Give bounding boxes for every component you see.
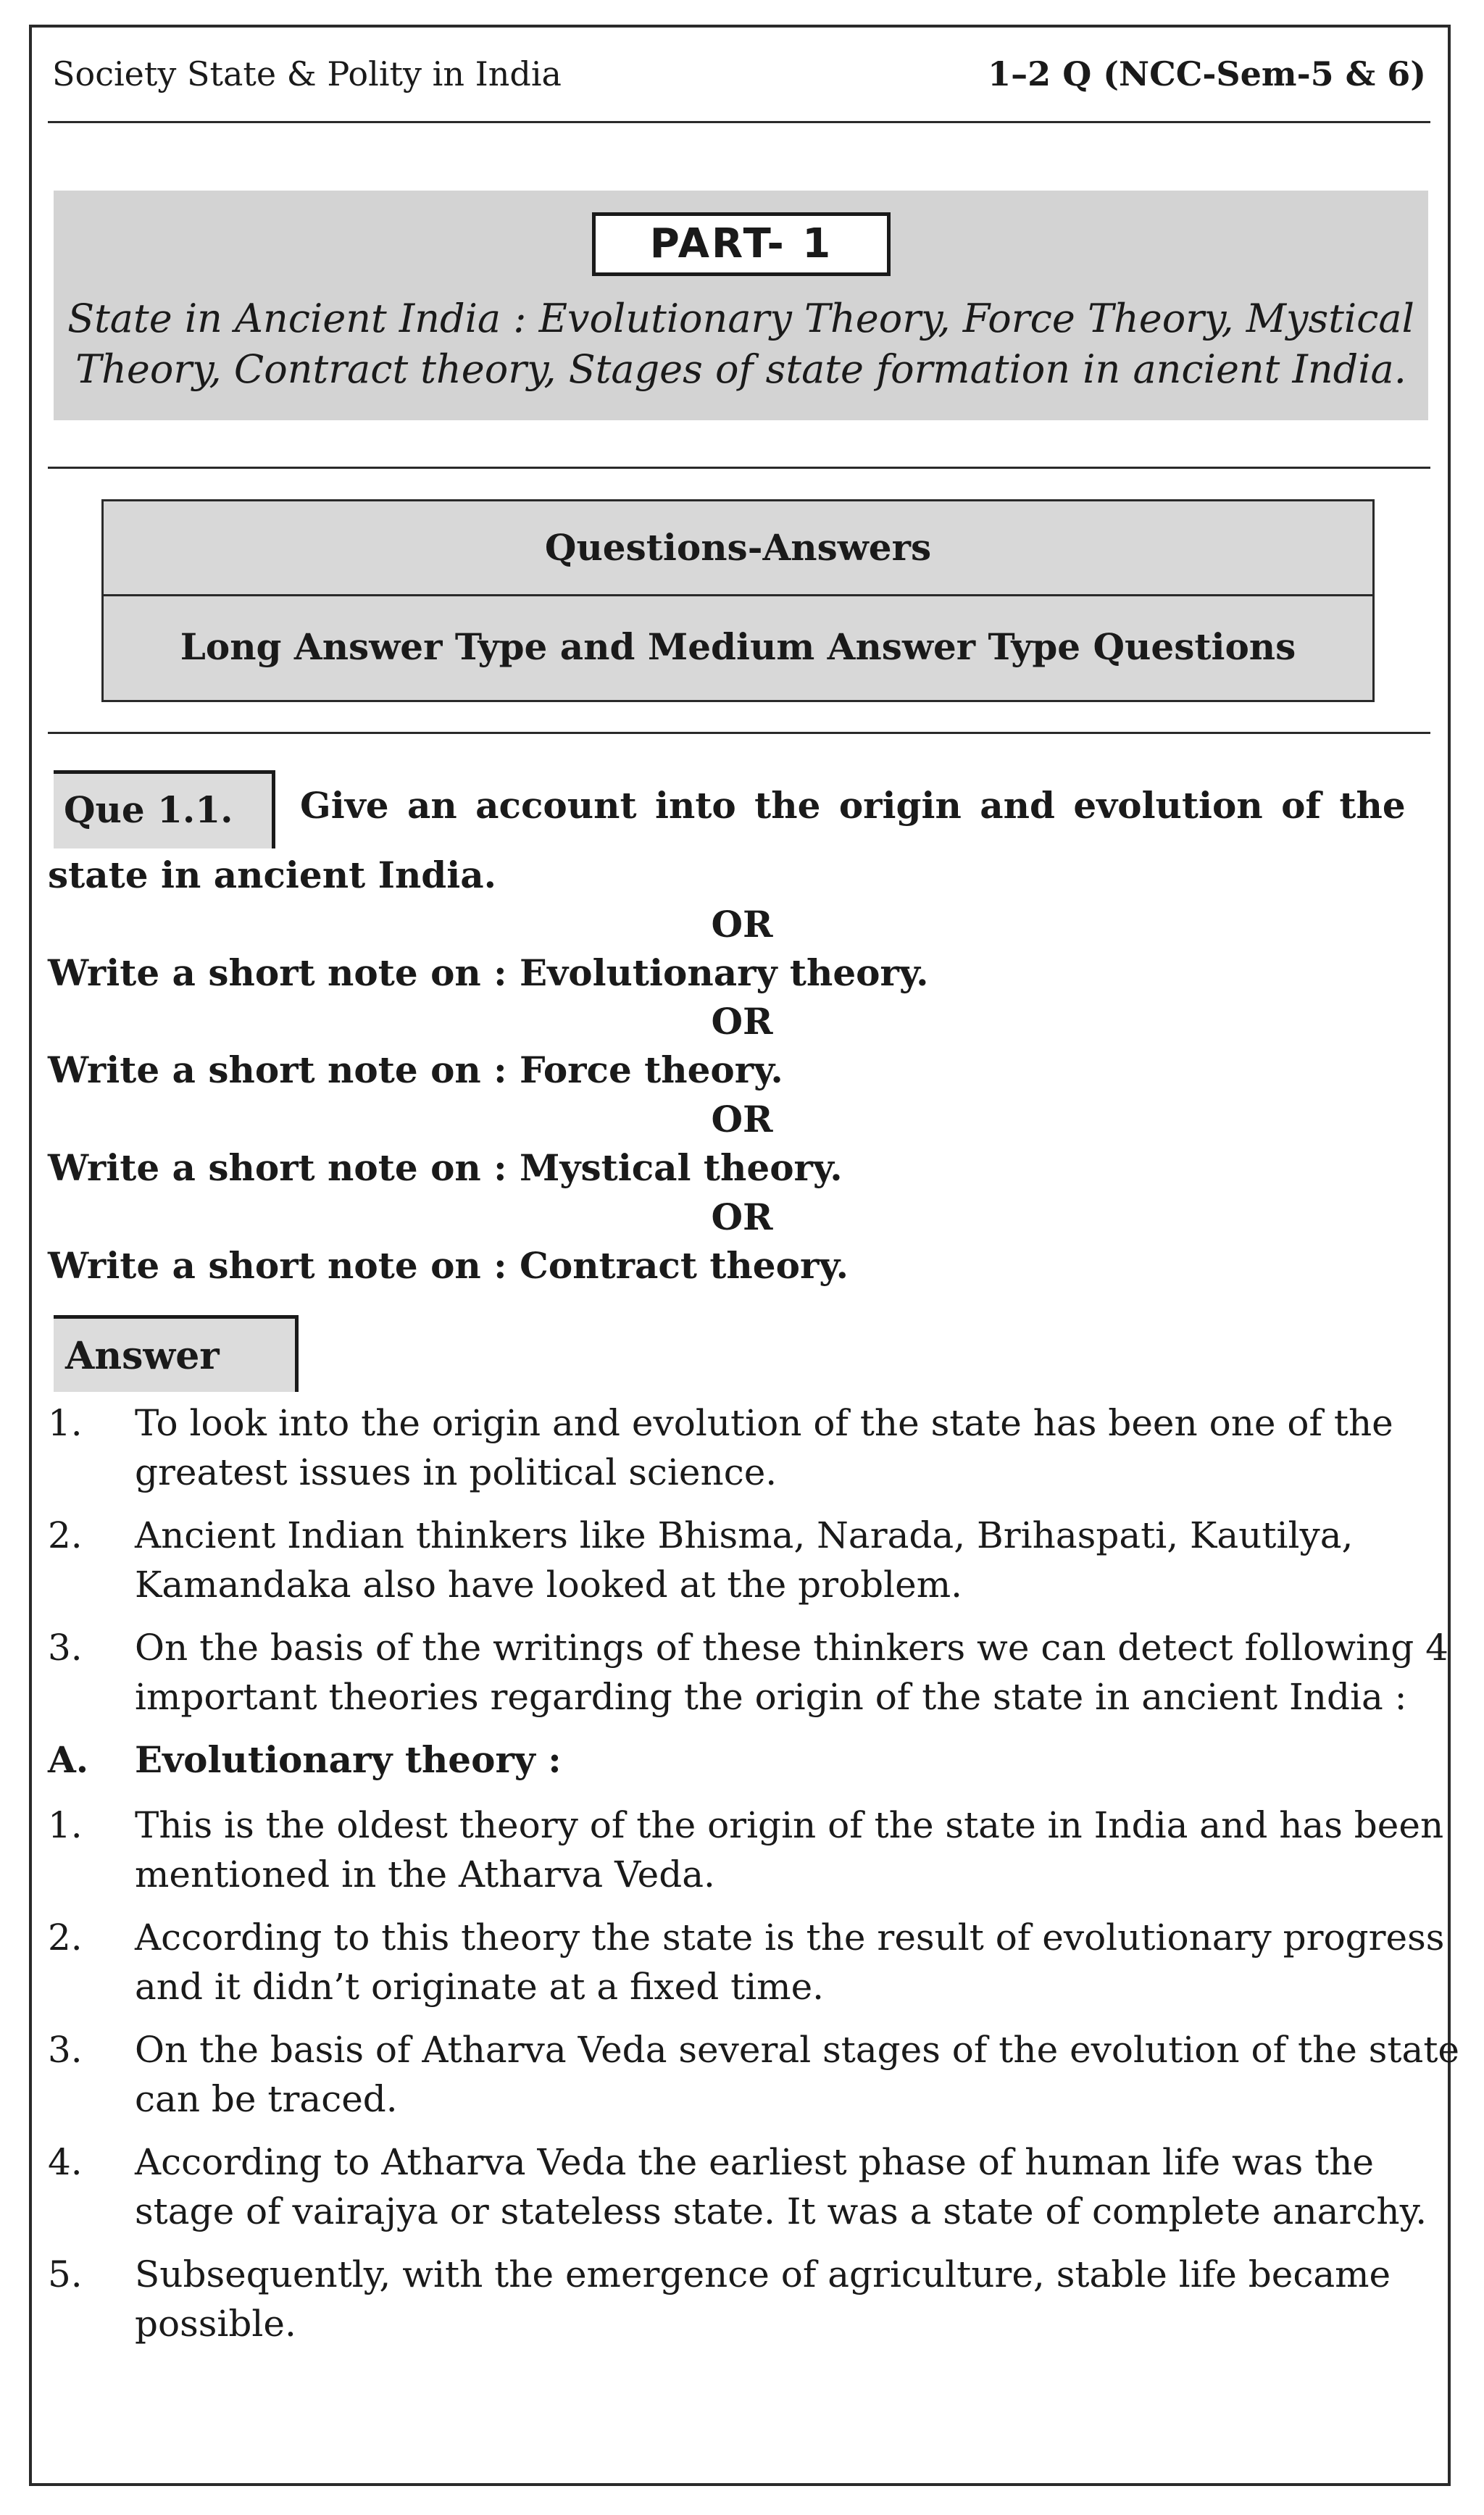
- text-line: Kamandaka also have looked at the problem.: [135, 1564, 963, 1606]
- question-line-1: Give an account into the origin and evolution of the: [300, 784, 1406, 827]
- alternate-question-1: Write a short note on : Evolutionary theory.: [48, 951, 929, 994]
- divider: [48, 467, 1430, 469]
- answer-tag: Answer: [54, 1315, 299, 1392]
- list-item-number: 1.: [48, 1402, 83, 1444]
- text-line: can be traced.: [135, 2078, 398, 2120]
- text-line: To look into the origin and evolution of the state has been one of the: [135, 1402, 1393, 1444]
- text-line: stage of vairajya or stateless state. It was a state of complete anarchy.: [135, 2190, 1427, 2232]
- alternate-question-4: Write a short note on : Contract theory.: [48, 1244, 849, 1287]
- list-item-text: [135, 2137, 1477, 2236]
- qa-table-heading: Questions-Answers: [104, 501, 1372, 596]
- text-line: important theories regarding the origin of the state in ancient India :: [135, 1676, 1407, 1718]
- part-subtitle-line-2: Theory, Contract theory, Stages of state formation in ancient India.: [75, 346, 1406, 392]
- part-banner: [54, 191, 1428, 420]
- header-page-number: 1–2 Q (NCC-Sem-5 & 6): [988, 54, 1426, 93]
- text-line: This is the oldest theory of the origin of the state in India and has been: [135, 1804, 1444, 1846]
- part-subtitle-line-1: State in Ancient India : Evolutionary Theory, Force Theory, Mystical: [67, 296, 1414, 341]
- text-line: Subsequently, with the emergence of agriculture, stable life became: [135, 2253, 1391, 2295]
- list-item-text: [135, 1801, 1477, 1899]
- text-line: Ancient Indian thinkers like Bhisma, Narada, Brihaspati, Kautilya,: [135, 1514, 1354, 1556]
- qa-table-subheading: Long Answer Type and Medium Answer Type Questions: [180, 625, 1296, 668]
- text-line: mentioned in the Atharva Veda.: [135, 1853, 715, 1895]
- list-item-number: 3.: [48, 1627, 83, 1669]
- alternate-question-3: Write a short note on : Mystical theory.: [48, 1146, 843, 1189]
- running-header: [48, 51, 1430, 123]
- part-label: PART- 1: [592, 212, 891, 276]
- list-item-number: 2.: [48, 1917, 83, 1959]
- list-item-number: 1.: [48, 1804, 83, 1846]
- list-item-text: [135, 1735, 1477, 1785]
- or-separator: OR: [711, 1098, 773, 1140]
- list-item-number: 2.: [48, 1514, 83, 1556]
- questions-answers-table: [101, 499, 1375, 702]
- question-line-2: state in ancient India.: [48, 854, 497, 896]
- text-line: and it didn’t originate at a fixed time.: [135, 1966, 825, 2008]
- part-subtitle: [54, 293, 1428, 395]
- or-separator: OR: [711, 1000, 773, 1043]
- list-item-text: [135, 1511, 1477, 1609]
- divider: [48, 732, 1430, 734]
- text-line: According to Atharva Veda the earliest phase of human life was the: [135, 2141, 1375, 2183]
- text-line: Evolutionary theory :: [135, 1738, 562, 1781]
- header-book-title: Society State & Polity in India: [52, 54, 562, 93]
- list-item-text: [135, 2250, 1477, 2348]
- or-separator: OR: [711, 1196, 773, 1238]
- or-separator: OR: [711, 903, 773, 946]
- alternate-question-2: Write a short note on : Force theory.: [48, 1048, 783, 1091]
- list-item-number: 5.: [48, 2253, 83, 2295]
- list-item-text: [135, 1913, 1477, 2011]
- list-item-number: 3.: [48, 2029, 83, 2071]
- text-line: greatest issues in political science.: [135, 1451, 778, 1493]
- text-line: On the basis of Atharva Veda several stages of the evolution of the state: [135, 2029, 1460, 2071]
- list-item-text: [135, 2025, 1477, 2124]
- list-item-number: 4.: [48, 2141, 83, 2183]
- text-line: possible.: [135, 2303, 296, 2345]
- list-item-text: [135, 1398, 1477, 1497]
- list-item-number: A.: [48, 1738, 89, 1781]
- list-item-text: [135, 1623, 1477, 1722]
- question-tag: Que 1.1.: [54, 770, 275, 848]
- text-line: On the basis of the writings of these thinkers we can detect following 4: [135, 1627, 1448, 1669]
- text-line: According to this theory the state is the result of evolutionary progress: [135, 1917, 1445, 1959]
